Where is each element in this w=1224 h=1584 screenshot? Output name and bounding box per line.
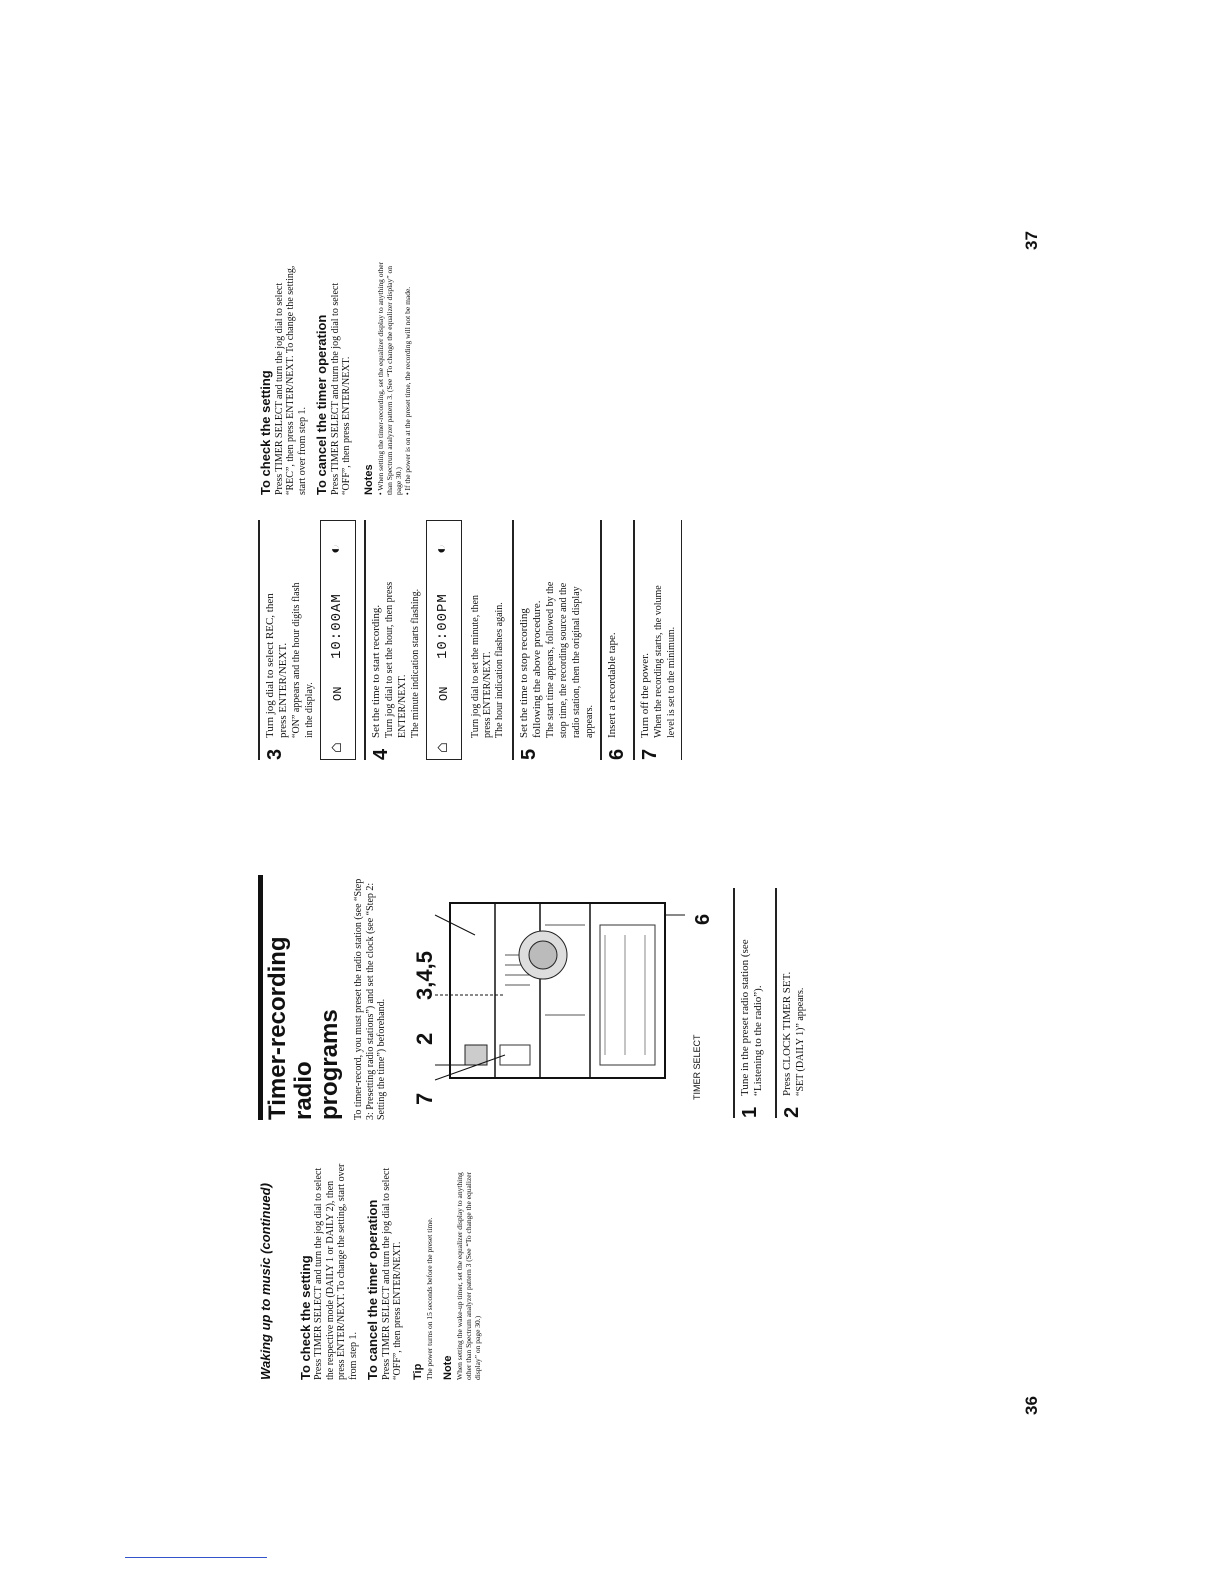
check-setting-text: Press TIMER SELECT and turn the jog dial to select the respective mode (DAILY 1 or DAILY 2), then press ENTER/NEXT. To change the setting, start over from step 1. <box>313 1163 359 1380</box>
step-2 <box>775 888 807 1118</box>
lcd-mode: ON <box>437 686 451 701</box>
step-number: 5 <box>518 748 540 760</box>
dial-icon: ◐ <box>433 544 451 554</box>
step-number: 7 <box>639 748 661 760</box>
step-number: 2 <box>781 1106 803 1118</box>
bottom-divider <box>125 1557 267 1558</box>
running-head: Waking up to music (continued) <box>258 1183 273 1380</box>
note-heading: Note <box>441 1355 454 1380</box>
step-7 <box>633 520 682 760</box>
step-line: Turn jog dial to set the minute, then <box>470 595 481 738</box>
step-1 <box>733 888 765 1118</box>
check-setting-text: Press TIMER SELECT and turn the jog dial to select “REC”, then press ENTER/NEXT. To change the setting, start over from step 1. <box>273 265 308 495</box>
step-line: Set the time to start recording. <box>370 604 382 738</box>
step-line: Turn jog dial to select REC, then <box>264 593 276 738</box>
step-line: level is set to the minimum. <box>666 626 677 738</box>
step-line: press ENTER/NEXT. <box>482 651 493 738</box>
step-line: Press CLOCK TIMER SET. <box>781 971 793 1096</box>
page-number-left: 36 <box>1022 1396 1041 1415</box>
step-line: “ON” appears and the hour digits flash <box>291 582 302 738</box>
section-title <box>258 875 343 1120</box>
step-line: Turn jog dial to set the hour, then press <box>384 581 395 738</box>
step-4 <box>364 520 506 760</box>
stereo-illustration <box>405 895 695 1095</box>
step-line: The hour indication flashes again. <box>494 602 505 738</box>
step-number: 6 <box>606 748 628 760</box>
tip-heading: Tip <box>411 1363 424 1380</box>
lcd-time: 10:00AM <box>329 593 345 659</box>
step-line: press ENTER/NEXT. <box>277 642 289 738</box>
stereo-unit-drawing <box>405 895 695 1095</box>
right-notes-column <box>258 260 412 495</box>
lcd-display-2 <box>426 520 462 760</box>
step-line: in the display. <box>304 682 315 738</box>
notes-heading: Notes <box>362 464 375 495</box>
step-number: 1 <box>739 1106 761 1118</box>
cancel-timer-heading: To cancel the timer operation <box>365 1199 381 1380</box>
section-intro: To timer-record, you must preset the radio station (see “Step 3: Presetting radio stations”) and set the clock (see “Step 2: Setting the time”) beforehand. <box>353 878 387 1120</box>
step-line: radio station, then the original display <box>571 586 582 738</box>
page-number-right: 37 <box>1022 231 1041 250</box>
step-line: following the above procedure. <box>531 600 543 738</box>
dial-icon: ◐ <box>327 544 345 554</box>
step-line: stop time, the recording source and the <box>558 582 569 738</box>
note-item: • When setting the timer-recording, set the equalizer display to anything other than Spectrum analyzer pattern 3. (See “To change the equalizer display” on page 30.) <box>375 261 403 495</box>
step-line: Turn off the power. <box>639 653 651 738</box>
check-setting-heading: To check the setting <box>297 1255 313 1380</box>
step-line: Tune in the preset radio station (see <box>739 939 751 1096</box>
section-title-line2: programs <box>316 1009 343 1120</box>
callout-7: 7 <box>412 1092 437 1105</box>
step-line: ENTER/NEXT. <box>397 674 408 738</box>
note-item: • If the power is on at the preset time, the recording will not be made. <box>402 286 412 495</box>
check-setting-heading: To check the setting <box>258 370 273 495</box>
step-line: The minute indication starts flashing. <box>410 588 421 738</box>
step-6 <box>600 520 629 760</box>
step-line: The start time appears, followed by the <box>545 581 556 738</box>
lcd-time: 10:00PM <box>435 593 451 659</box>
lcd-mode: ON <box>331 686 345 701</box>
step-3 <box>258 520 356 760</box>
step-number: 3 <box>264 748 286 760</box>
tip-text: The power turns on 15 seconds before the preset time. <box>424 1217 434 1380</box>
tape-icon: ⌂ <box>327 742 347 753</box>
callout-2: 2 <box>412 1032 437 1045</box>
step-line: “Listening to the radio”). <box>752 985 764 1096</box>
cancel-timer-text: Press TIMER SELECT and turn the jog dial to select “OFF”, then press ENTER/NEXT. <box>329 282 353 495</box>
lcd-display-1 <box>320 520 356 760</box>
step-line: appears. <box>584 704 595 738</box>
step-line: “SET (DAILY 1)” appears. <box>795 987 806 1096</box>
steps-column <box>258 520 682 760</box>
left-notes-column <box>258 1160 482 1380</box>
step-line: Insert a recordable tape. <box>606 632 618 738</box>
step-number: 4 <box>370 748 392 760</box>
step-line: When the recording starts, the volume <box>653 585 664 738</box>
callout-6: 6 <box>692 913 714 925</box>
note-text: When setting the wake-up timer, set the equalizer display to anything other than Spectrum analyzer pattern 3 (See “To change the equalizer display” on page 30.) <box>455 1171 483 1380</box>
tape-icon: ⌂ <box>433 742 453 753</box>
section-block <box>258 875 388 1120</box>
step-5 <box>512 520 596 760</box>
step-line: Set the time to stop recording <box>518 608 530 738</box>
section-title-line1: Timer-recording radio <box>264 936 317 1120</box>
cancel-timer-heading: To cancel the timer operation <box>314 314 330 495</box>
callout-3-4-5: 3,4,5 <box>412 951 437 1000</box>
cancel-timer-text: Press TIMER SELECT and turn the jog dial to select “OFF”, then press ENTER/NEXT. <box>380 1167 404 1380</box>
timer-select-label: TIMER SELECT <box>692 1034 702 1100</box>
